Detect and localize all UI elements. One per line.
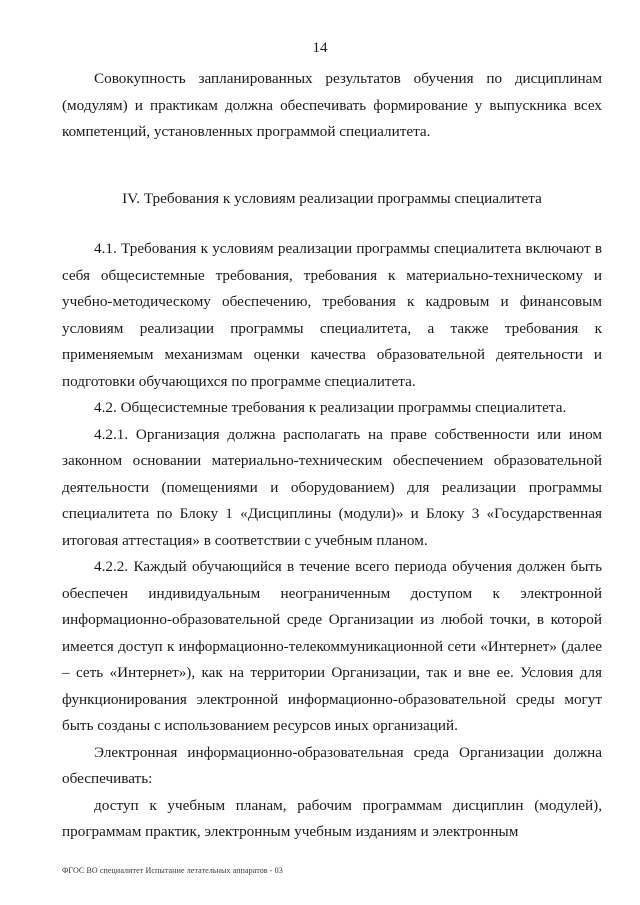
paragraph-4-2-1: 4.2.1. Организация должна располагать на праве собственности или ином законном основании материально-техническим обеспечением образовательной деятельности (помещениями и оборудованием) для реализации программы специалитета по Блоку 1 «Дисциплины (модули)» и Блоку 3 «Государственная итоговая аттестация» в соответствии с учебным планом. — [62, 425, 602, 549]
paragraph-4-1: 4.1. Требования к условиям реализации программы специалитета включают в себя общесистемные требования, требования к материально-техническому и учебно-методическому обеспечению, требования к кадровым и финансовым условиям реализации программы специалитета, а также требования к применяемым механизмам оценки качества образовательной деятельности и подготовки обучающихся по программе специалитета. — [62, 240, 602, 390]
paragraph-eios: Электронная информационно-образовательная среда Организации должна обеспечивать: — [62, 743, 602, 787]
paragraph-4-2: 4.2. Общесистемные требования к реализации программы специалитета. — [94, 399, 567, 416]
paragraph-4-2-2: 4.2.2. Каждый обучающийся в течение всего периода обучения должен быть обеспечен индивидуальным неограниченным доступом к электронной информационно-образовательной среде Организации из любой точки, в которой имеется доступ к информационно-телекоммуникационной сети «Интернет» (далее – сеть «Интернет»), как на территории Организации, так и вне ее. Условия для функционирования электронной информационно-образовательной среды могут быть созданы с использованием ресурсов иных организаций. — [62, 558, 602, 734]
page-body — [62, 66, 602, 846]
paragraph-access: доступ к учебным планам, рабочим программам дисциплин (модулей), программам практик, электронным учебным изданиям и электронным — [62, 796, 602, 840]
page-number: 14 — [312, 40, 328, 56]
page-footer: ФГОС ВО специалитет Испытание летательных аппаратов - 03 — [62, 866, 283, 875]
section-heading: IV. Требования к условиям реализации программы специалитета — [122, 189, 542, 207]
intro-paragraph: Совокупность запланированных результатов обучения по дисциплинам (модулям) и практикам должна обеспечивать формирование у выпускника всех компетенций, установленных программой специалитета. — [62, 70, 602, 140]
